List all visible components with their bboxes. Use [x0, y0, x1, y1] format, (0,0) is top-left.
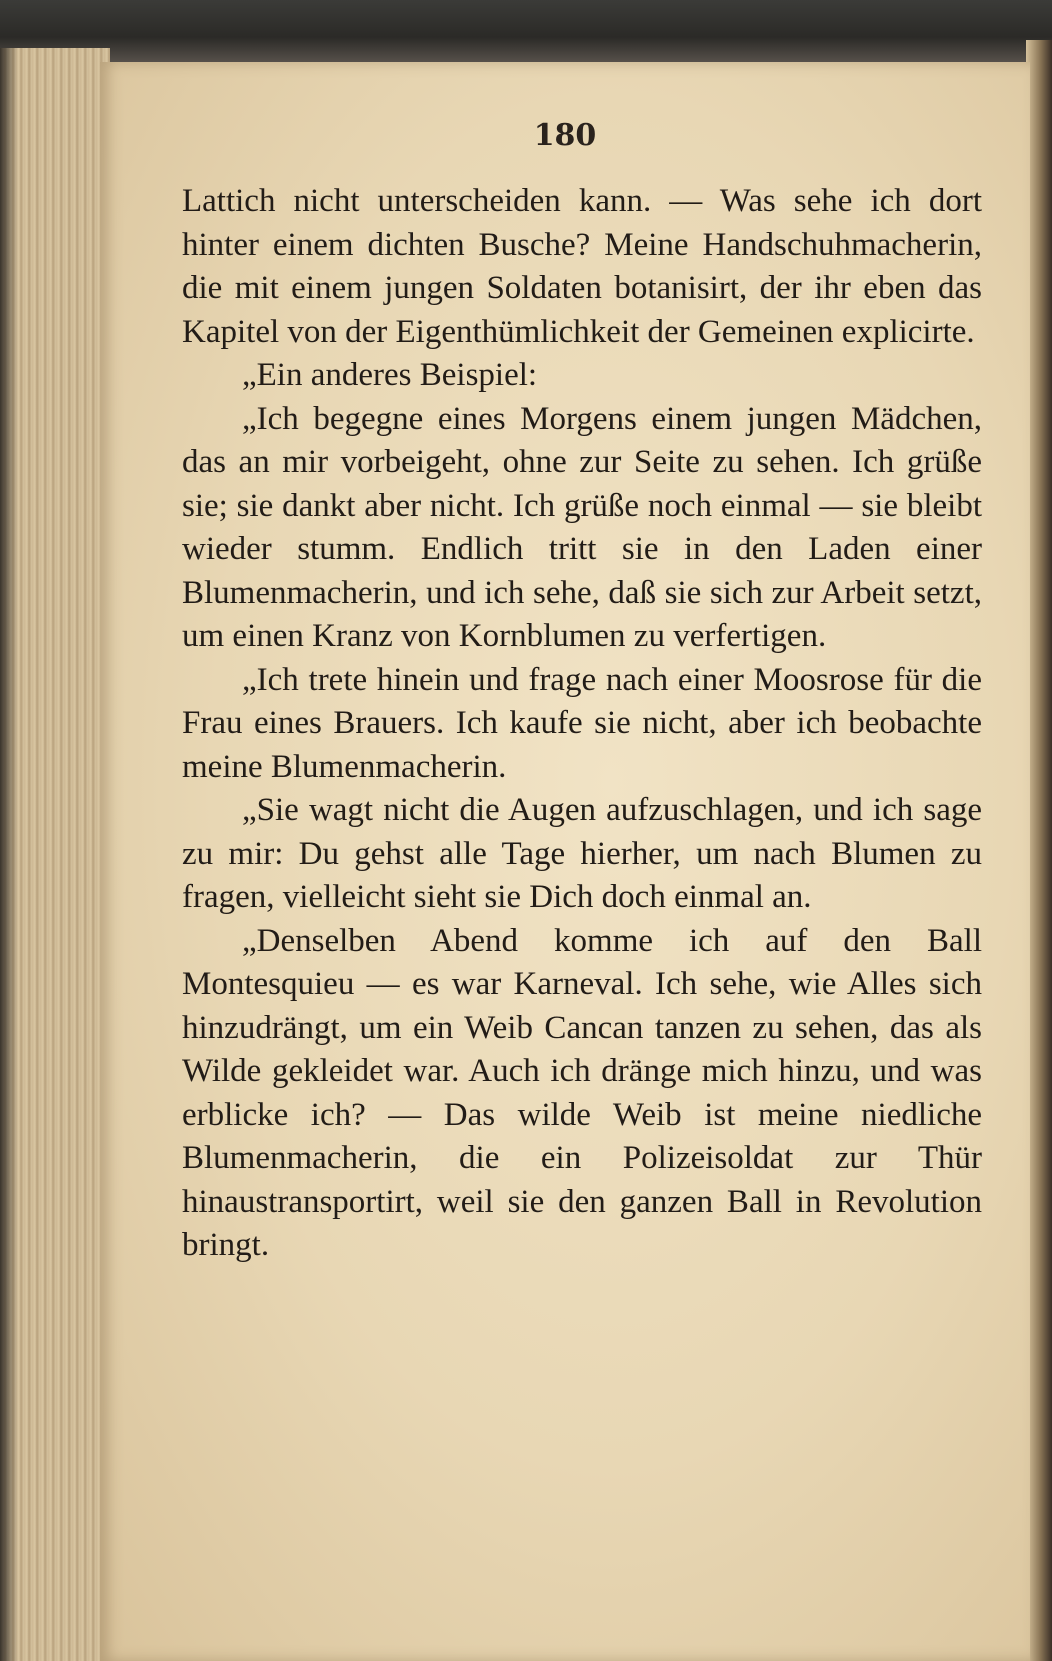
book-top-edge: [0, 0, 1052, 62]
paragraph-6: „Denselben Abend komme ich auf den Ball Montesquieu — es war Karneval. Ich sehe, wie Alles sich hinzudrängt, um ein Weib Cancan tanzen zu sehen, das als Wilde gekleidet war. Auch ich dränge mich hinzu, und was erblicke ich? — Das wilde Weib ist meine niedliche Blumenmacherin, die ein Polizeisoldat zur Thür hinaustransportirt, weil sie den ganzen Ball in Revolution bringt.: [182, 922, 982, 1263]
paragraph-1: Lattich nicht unterscheiden kann. — Was sehe ich dort hinter einem dichten Busche? Meine Handschuhmacherin, die mit einem jungen Soldaten botanisirt, der ihr eben das Kapitel von der Eigenthümlichkeit der Gemeinen explicirte.: [182, 183, 982, 350]
paragraph-5: „Sie wagt nicht die Augen aufzuschlagen, und ich sage zu mir: Du gehst alle Tage hierher, um nach Blumen zu fragen, vielleicht sieht sie Dich doch einmal an.: [182, 792, 982, 915]
page-text: [182, 180, 982, 1268]
paragraph-4: „Ich trete hinein und frage nach einer Moosrose für die Frau eines Brauers. Ich kaufe sie nicht, aber ich beobachte meine Blumenmacherin.: [182, 661, 982, 785]
paragraph-3: „Ich begegne eines Morgens einem jungen Mädchen, das an mir vorbeigeht, ohne zur Seite zu sehen. Ich grüße sie; sie dankt aber nicht. Ich grüße noch einmal — sie bleibt wieder stumm. Endlich tritt sie in den Laden einer Blumenmacherin, und ich sehe, daß sie sich zur Arbeit setzt, um einen Kranz von Kornblumen zu verfertigen.: [182, 400, 982, 654]
paragraph-2: „Ein anderes Beispiel:: [242, 357, 538, 393]
page-number: 180: [533, 118, 597, 153]
book-page: [100, 62, 1030, 1661]
binding-shadow: [0, 48, 18, 1661]
